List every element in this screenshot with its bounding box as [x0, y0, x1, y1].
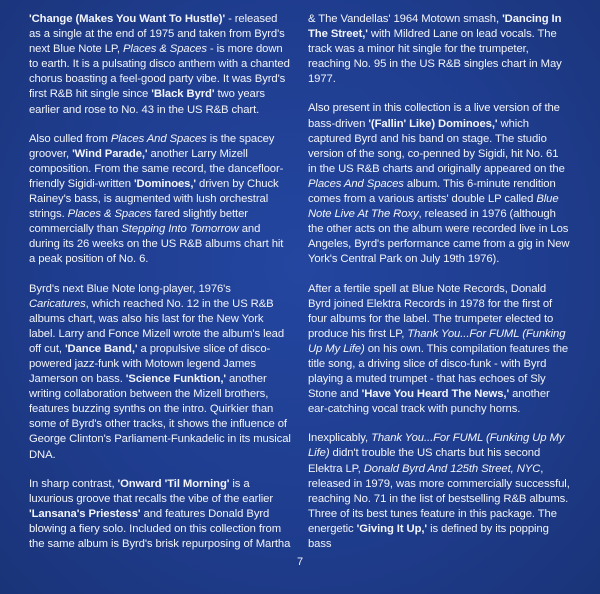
body-text: , released in 1976 (although the other acts on the album were recorded live in Los Angeles, Byrd's performance came from a gig in New York's Central Park on July 19th 1976). — [308, 208, 570, 266]
song-title: 'Giving It Up,' — [356, 522, 428, 535]
body-text: - released as a single at the end of 1975 and taken from Byrd's next Blue Note LP, — [29, 13, 285, 56]
song-title: 'Black Byrd' — [151, 88, 215, 101]
paragraph — [308, 282, 570, 418]
album-title: Caricatures — [29, 297, 86, 310]
album-title: Blue Note Live At The Roxy — [308, 193, 559, 221]
body-text: and during its 26 weeks on the US R&B albums chart hit a peak position of No. 6. — [29, 223, 284, 266]
song-title: 'Change (Makes You Want To Hustle)' — [29, 13, 226, 25]
body-text: didn't trouble the US charts but his second Elektra LP, — [308, 447, 541, 475]
paragraph — [29, 282, 291, 463]
body-text: , which reached No. 12 in the US R&B albums chart, was also his last for the New York label. Larry and Fonce Mizell wrote the album's lead off cut, — [29, 297, 285, 355]
paragraph — [29, 132, 291, 268]
body-text: fared slightly better commercially than — [29, 208, 248, 236]
song-title: 'Wind Parade,' — [72, 147, 148, 160]
body-text: After a fertile spell at Blue Note Records, Donald Byrd joined Elektra Records in 1978 for the first of four albums for the label. The trumpeter elected to produce his first LP, — [308, 282, 554, 340]
song-title: '(Fallin' Like) Dominoes,' — [368, 117, 498, 130]
body-text: album. This 6-minute rendition comes from a various artists' double LP called — [308, 177, 556, 206]
body-text: Inexplicably, — [308, 432, 372, 445]
paragraph — [308, 431, 570, 552]
body-text: is the spacey groover, — [29, 132, 275, 160]
album-title: Places & Spaces — [67, 208, 152, 221]
body-text: and features Donald Byrd blowing a fiery solo. Included on this collection from the same album is Byrd's brisk repurposing of Martha — [29, 507, 291, 550]
body-text: Also culled from — [29, 132, 111, 145]
body-text: another writing collaboration between the Mizell brothers, features buzzing synths on the intro. Quirkier than some of Byrd's other tracks, it shows the influence of George Clinton's Parliament-Funkadelic in its musical DNA. — [29, 373, 291, 461]
body-text: Byrd's next Blue Note long-player, 1976's — [29, 282, 231, 295]
body-text: another ear-catching vocal track with punchy horns. — [308, 388, 550, 416]
body-text: - is more down to earth. It is a pulsating disco anthem with a chanted chorus boasting a feel-good party vibe. It was Byrd's first R&B hit single since — [29, 43, 290, 101]
album-title: Thank You...For FUML (Funking Up My Life) — [308, 432, 565, 460]
album-title: Donald Byrd And 125th Street, NYC — [363, 462, 541, 475]
body-text: which captured Byrd and his band on stage. The studio version of the song, co-penned by Sigidi, hit No. 61 in the US R&B charts and originally appeared on the — [308, 117, 565, 175]
album-title: Places And Spaces — [110, 132, 207, 145]
album-title: Stepping Into Tomorrow — [121, 223, 239, 236]
album-title: Thank You...For FUML (Funking Up My Life) — [308, 327, 566, 355]
song-title: 'Dancing In The Street,' — [308, 13, 562, 41]
song-title: 'Science Funktion,' — [125, 373, 226, 386]
song-title: 'Onward 'Til Morning' — [117, 477, 230, 490]
body-text: driven by Chuck Rainey's bass, is augmented with lush orchestral strings. — [29, 177, 279, 221]
album-title: Places And Spaces — [308, 177, 404, 190]
body-text: two years earlier and rose to No. 43 in the US R&B chart. — [29, 88, 265, 116]
album-title: Places & Spaces — [122, 43, 207, 56]
body-text: a propulsive slice of disco-powered jazz-funk with Motown legend James Jamerson on bass. — [29, 342, 271, 386]
body-text: another Larry Mizell composition. From the same record, the dancefloor-friendly Sigidi-written — [29, 147, 284, 190]
body-text: with Mildred Lane on lead vocals. The track was a minor hit single for the trumpeter, reaching No. 95 in the US R&B singles chart in May 1977. — [308, 28, 562, 86]
body-text: is defined by its popping bass — [308, 522, 549, 550]
paragraph — [308, 12, 570, 87]
body-text: In sharp contrast, — [29, 477, 118, 490]
body-text: Also present in this collection is a live version of the bass-driven — [308, 102, 560, 130]
body-text: , released in 1979, was more commercially successful, reaching No. 71 in the list of bestselling R&B albums. Three of its best tunes feature in this package. The energetic — [308, 462, 570, 535]
paragraph — [308, 101, 570, 267]
body-text: on his own. This compilation features the title song, a driving slice of disco-funk - with Byrd playing a muted trumpet - that has echoes of Sly Stone and — [308, 342, 569, 401]
song-title: 'Dominoes,' — [133, 177, 196, 190]
body-text: is a luxurious groove that recalls the vibe of the earlier — [29, 477, 273, 505]
song-title: 'Lansana's Priestess' — [29, 507, 141, 520]
song-title: 'Dance Band,' — [64, 342, 138, 355]
paragraph — [29, 477, 291, 552]
paragraph — [29, 12, 291, 118]
song-title: 'Have You Heard The News,' — [361, 388, 510, 401]
left-column — [29, 12, 291, 552]
page-number: 7 — [296, 556, 304, 568]
right-column — [308, 12, 570, 552]
body-text: & The Vandellas' 1964 Motown smash, — [308, 13, 503, 25]
